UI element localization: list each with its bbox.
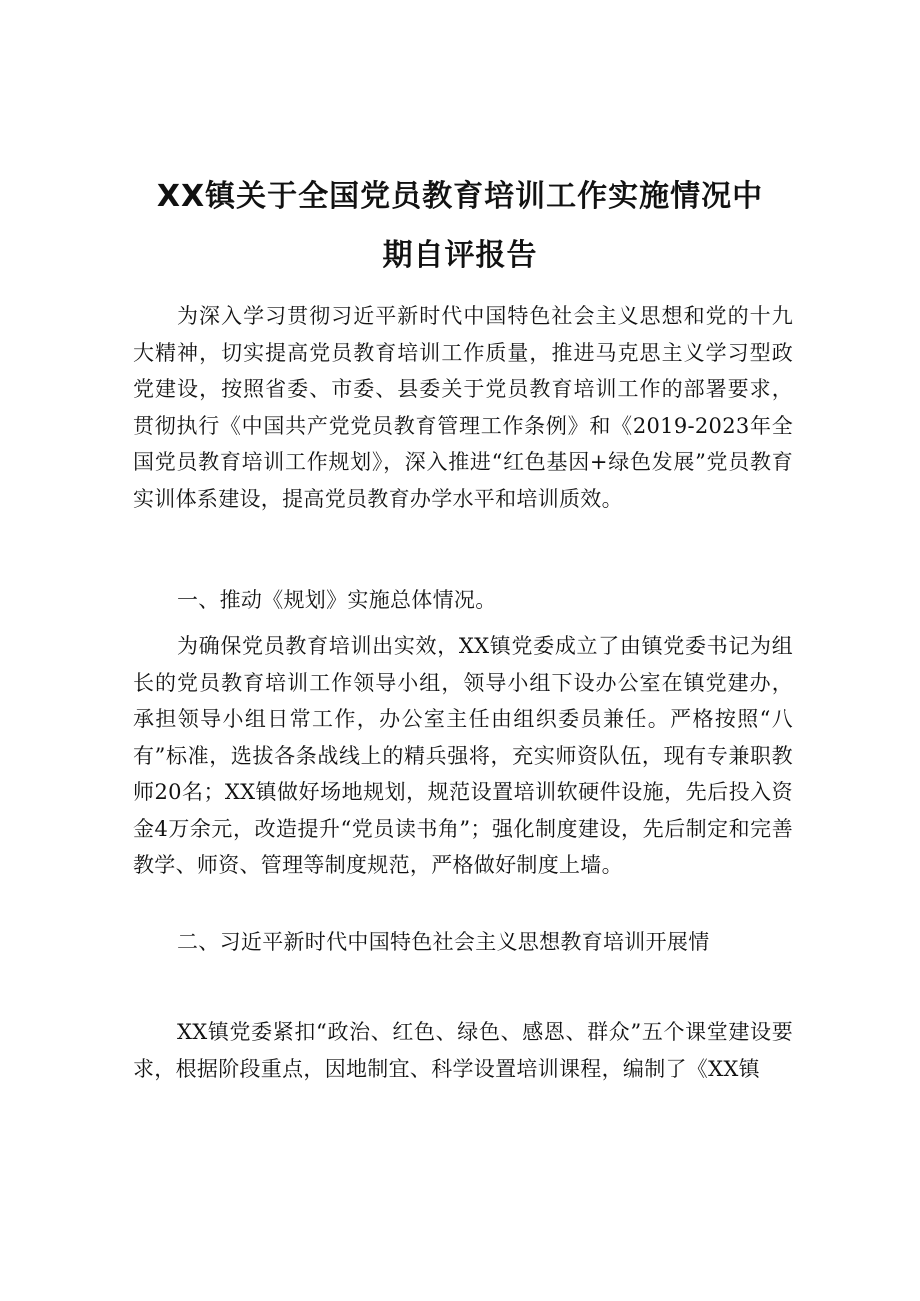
- document-title-line-2: 期自评报告: [382, 238, 538, 273]
- section-heading-1: 一、推动《规划》实施总体情况。: [177, 588, 497, 612]
- document-title-line-1: XX镇关于全国党员教育培训工作实施情况中: [156, 179, 764, 214]
- body-paragraph-section-2: XX镇党委紧扣“政治、红色、绿色、感恩、群众”五个课堂建设要求，根据阶段重点，因地制宜、科学设置培训课程，编制了《XX镇: [133, 1020, 793, 1081]
- body-paragraph-section-1: 为确保党员教育培训出实效，XX镇党委成立了由镇党委书记为组长的党员教育培训工作领导小组，领导小组下设办公室在镇党建办，承担领导小组日常工作，办公室主任由组织委员兼任。严格按照“八有”标准，选拔各条战线上的精兵强将，充实师资队伍，现有专兼职教师20名；XX镇做好场地规划，规范设置培训软硬件设施，先后投入资金4万余元，改造提升“党员读书角”；强化制度建设，先后制定和完善教学、师资、管理等制度规范，严格做好制度上墙。: [133, 634, 793, 877]
- section-heading-2: 二、习近平新时代中国特色社会主义思想教育培训开展情: [177, 930, 710, 954]
- body-paragraph-intro: 为深入学习贯彻习近平新时代中国特色社会主义思想和党的十九大精神，切实提高党员教育培训工作质量，推进马克思主义学习型政党建设，按照省委、市委、县委关于党员教育培训工作的部署要求，贯彻执行《中国共产党党员教育管理工作条例》和《2019-2023年全国党员教育培训工作规划》，深入推进“红色基因+绿色发展”党员教育实训体系建设，提高党员教育办学水平和培训质效。: [133, 304, 793, 511]
